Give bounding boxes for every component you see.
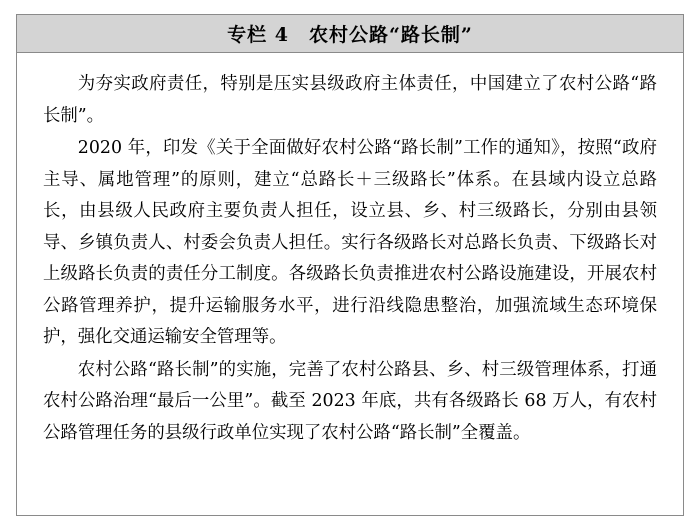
paragraph-3: 农村公路“路长制”的实施，完善了农村公路县、乡、村三级管理体系，打通农村公路治理“最后一公里”。截至 2023 年底，共有各级路长 68 万人，有农村公路管理任务的县级行政单位实现了农村公路“路长制”全覆盖。 [43, 359, 657, 443]
callout-box-header [17, 15, 683, 53]
callout-box-body [17, 53, 683, 515]
paragraph-2: 2020 年，印发《关于全面做好农村公路“路长制”工作的通知》，按照“政府主导、属地管理”的原则，建立“总路长＋三级路长”体系。在县域内设立总路长，由县级人民政府主要负责人担任，设立县、乡、村三级路长，分别由县领导、乡镇负责人、村委会负责人担任。实行各级路长对总路长负责、下级路长对上级路长负责的责任分工制度。各级路长负责推进农村公路设施建设，开展农村公路管理养护，提升运输服务水平，进行沿线隐患整治，加强流域生态环境保护，强化交通运输安全管理等。 [43, 138, 657, 347]
paragraph-1: 为夯实政府责任，特别是压实县级政府主体责任，中国建立了农村公路“路长制”。 [43, 74, 657, 126]
callout-box-title: 专栏 4 农村公路“路长制” [227, 24, 473, 46]
callout-box [16, 14, 684, 516]
